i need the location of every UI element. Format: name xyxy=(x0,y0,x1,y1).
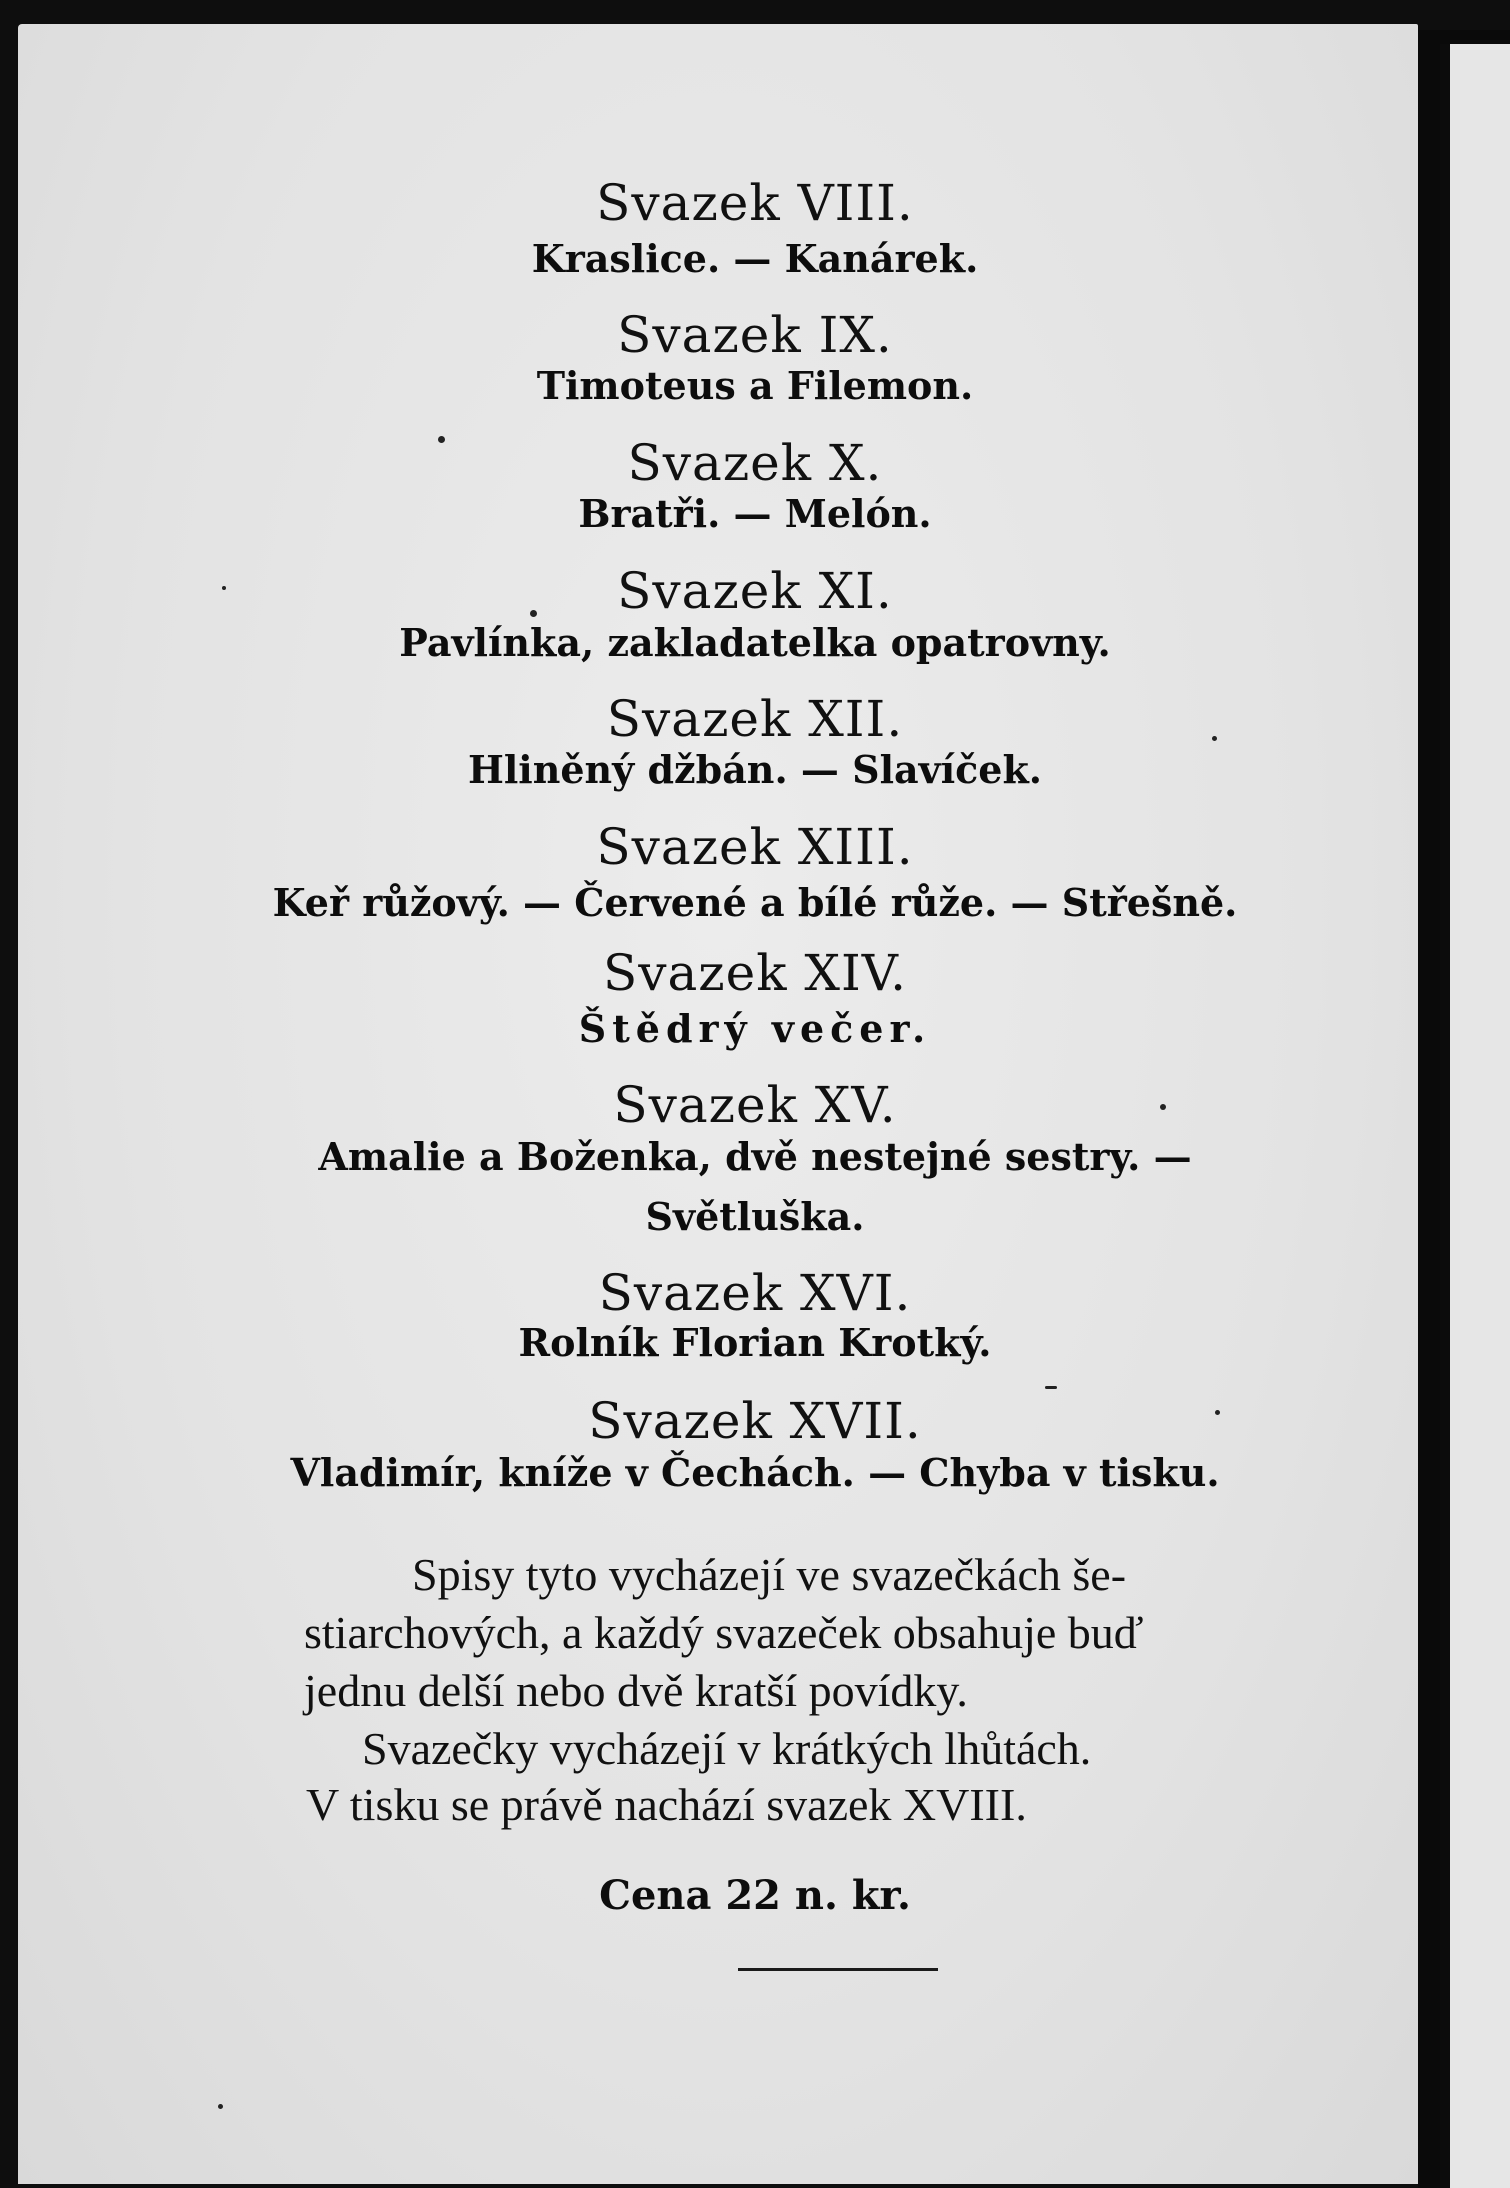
volume-heading: Svazek XIII. xyxy=(596,818,914,876)
print-speck xyxy=(438,436,445,443)
note-line: Svazečky vycházejí v krátkých lhůtách. xyxy=(362,1723,1092,1774)
volume-title: Timoteus a Filemon. xyxy=(536,363,974,408)
volume-heading: Svazek XVII. xyxy=(588,1392,922,1450)
volume-heading: Svazek IX. xyxy=(617,306,893,364)
volume-title: Štědrý večer. xyxy=(578,1006,932,1051)
volume-heading: Svazek X. xyxy=(627,434,883,492)
print-speck xyxy=(530,610,537,617)
volume-title: Kraslice. — Kanárek. xyxy=(531,236,979,281)
print-speck xyxy=(1215,1410,1220,1415)
volume-title: Keř růžový. — Červené a bílé růže. — Střešně. xyxy=(272,880,1238,925)
volume-title: Amalie a Boženka, dvě nestejné sestry. — xyxy=(318,1134,1192,1179)
print-speck xyxy=(222,586,226,590)
volume-title-continued: Světluška. xyxy=(645,1194,865,1239)
closing-rule xyxy=(738,1968,938,1971)
note-line: jednu delší nebo dvě kratší povídky. xyxy=(304,1665,968,1716)
volume-heading: Svazek XVI. xyxy=(598,1264,912,1322)
print-speck xyxy=(1212,736,1217,741)
print-speck xyxy=(1045,1386,1057,1389)
volume-heading: Svazek VIII. xyxy=(596,174,914,232)
volume-heading: Svazek XV. xyxy=(613,1076,897,1134)
print-speck xyxy=(218,2104,223,2109)
note-line: V tisku se právě nachází svazek XVIII. xyxy=(306,1779,1027,1830)
volume-title: Bratři. — Melón. xyxy=(578,491,932,536)
print-speck xyxy=(1160,1104,1166,1110)
volume-title: Hliněný džbán. — Slavíček. xyxy=(467,747,1043,792)
volume-title: Pavlínka, zakladatelka opatrovny. xyxy=(399,620,1111,665)
note-line: Spisy tyto vycházejí ve svazečkách še- xyxy=(412,1549,1127,1600)
volume-heading: Svazek XIV. xyxy=(602,944,908,1002)
note-line: stiarchových, a každý svazeček obsahuje buď xyxy=(304,1607,1144,1658)
volume-heading: Svazek XII. xyxy=(606,690,904,748)
volume-heading: Svazek XI. xyxy=(617,562,893,620)
price-line: Cena 22 n. kr. xyxy=(599,1872,911,1919)
volume-title: Vladimír, kníže v Čechách. — Chyba v tisku. xyxy=(290,1450,1220,1495)
volume-title: Rolník Florian Krotký. xyxy=(518,1320,992,1365)
